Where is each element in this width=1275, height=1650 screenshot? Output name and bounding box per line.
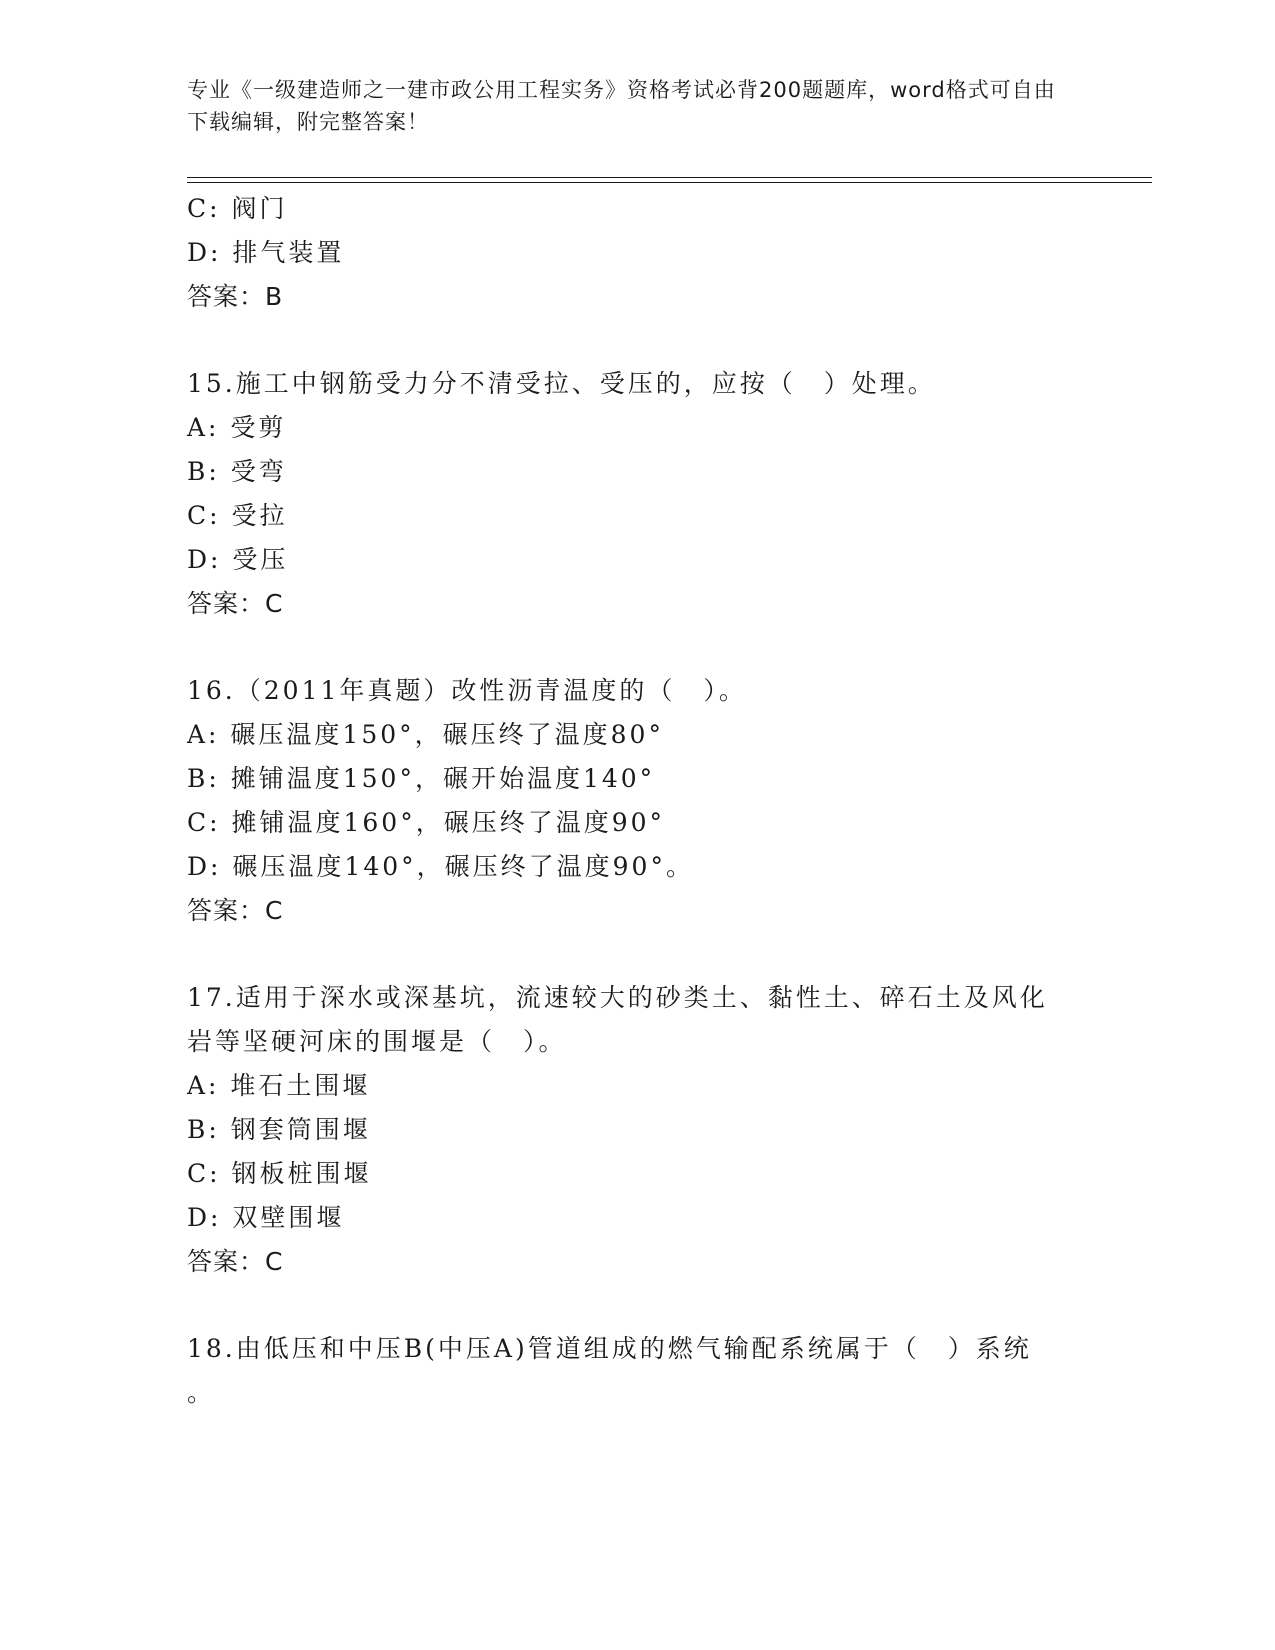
q15-option-a: A: 受剪 xyxy=(187,413,287,442)
prev-option-d: D: 排气装置 xyxy=(187,238,345,267)
q16-option-a: A: 碾压温度150°，碾压终了温度80° xyxy=(187,720,664,749)
q15-option-c: C: 受拉 xyxy=(187,501,288,530)
q17-option-d: D: 双壁围堰 xyxy=(187,1203,345,1232)
q17-option-a: A: 堆石土围堰 xyxy=(187,1071,371,1100)
q15-answer: 答案：C xyxy=(187,589,284,618)
q17-option-c: C: 钢板桩围堰 xyxy=(187,1159,372,1188)
q17-answer: 答案：C xyxy=(187,1247,284,1276)
q17-stem-line1: 17.适用于深水或深基坑，流速较大的砂类土、黏性土、碎石土及风化 xyxy=(187,983,1048,1012)
q16-option-b: B: 摊铺温度150°，碾开始温度140° xyxy=(187,764,656,793)
q17-option-b: B: 钢套筒围堰 xyxy=(187,1115,371,1144)
q15-option-d: D: 受压 xyxy=(187,545,289,574)
header-divider-bottom xyxy=(187,182,1152,183)
q16-answer: 答案：C xyxy=(187,896,284,925)
prev-answer: 答案：B xyxy=(187,282,284,311)
document-header: 专业《一级建造师之一建市政公用工程实务》资格考试必背200题题库，word格式可自由下载编辑，附完整答案！ xyxy=(187,78,1056,134)
q16-option-c: C: 摊铺温度160°，碾压终了温度90° xyxy=(187,808,666,837)
q15-option-b: B: 受弯 xyxy=(187,457,287,486)
header-divider-top xyxy=(187,177,1152,178)
q17-stem-line2: 岩等坚硬河床的围堰是（ ）。 xyxy=(187,1027,567,1056)
prev-option-c: C: 阀门 xyxy=(187,194,288,223)
q15-stem: 15.施工中钢筋受力分不清受拉、受压的，应按（ ）处理。 xyxy=(187,369,936,398)
q16-stem: 16.（2011年真题）改性沥青温度的（ ）。 xyxy=(187,676,747,705)
q18-stem-line2: 。 xyxy=(187,1378,216,1407)
q16-option-d: D: 碾压温度140°，碾压终了温度90°。 xyxy=(187,852,694,881)
q18-stem-line1: 18.由低压和中压B(中压A)管道组成的燃气输配系统属于（ ）系统 xyxy=(187,1334,1032,1363)
